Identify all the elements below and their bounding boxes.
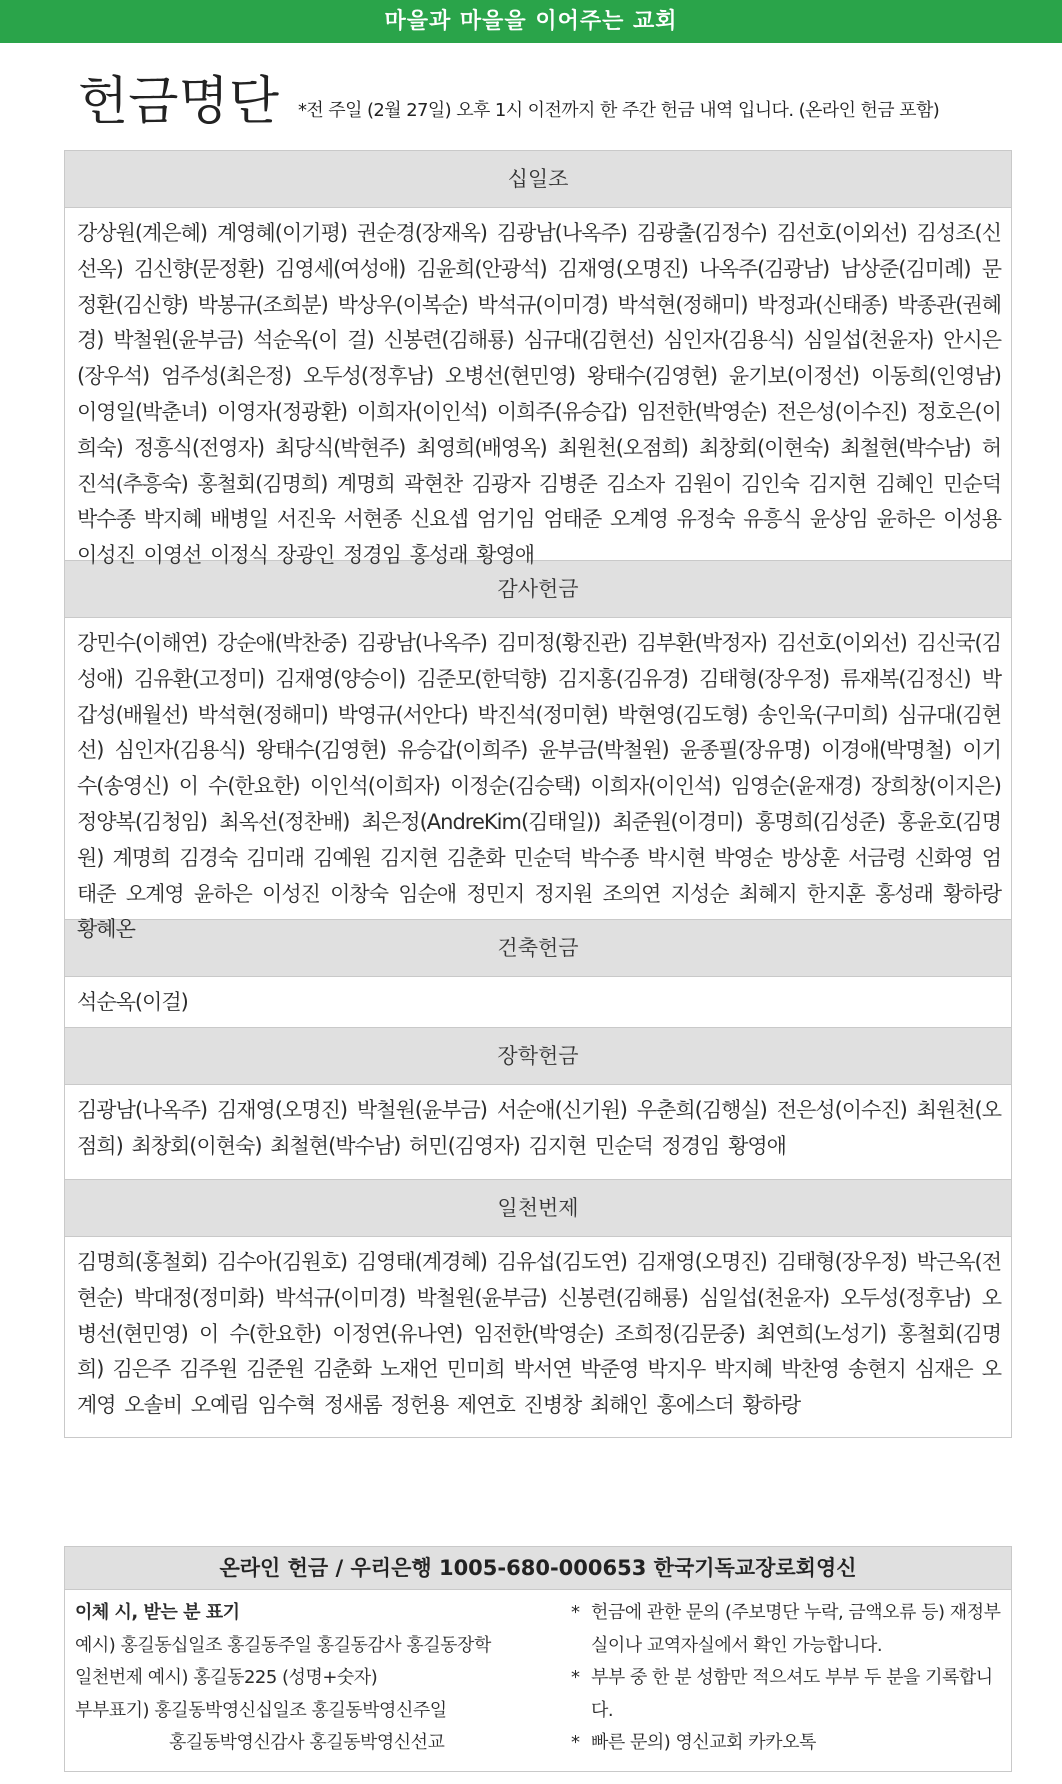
top-banner: 마을과 마을을 이어주는 교회 [0, 0, 1062, 43]
section-title-scholarship: 장학헌금 [65, 1028, 1011, 1084]
section-title-thousand: 일천번제 [65, 1180, 1011, 1236]
transfer-guide [75, 1597, 565, 1760]
inquiry-notes [571, 1597, 1001, 1760]
section-names-tithe: 강상원(계은혜) 계영혜(이기평) 권순경(장재옥) 김광남(나옥주) 김광출(김정수) 김선호(이외선) 김성조(신선옥) 김신향(문정환) 김영세(여성애) 김윤희(안광석) 김재영(오명진) 나옥주(김광남) 남상준(김미례) 문정환(김신향) 박봉규(조희분) 박상우(이복순) 박석규(이미경) 박석현(정해미) 박정과(신태종) 박종관(권혜경) 박철원(윤부금) 석순옥(이 걸) 신봉련(김해룡) 심규대(김현선) 심인자(김용식) 심일섭(천윤자) 안시은(장우석) 엄주성(최은정) 오두성(정후남) 오병선(현민영) 왕태수(김영현) 윤기보(이정선) 이동희(인영남) 이영일(박춘녀) 이영자(정광환) 이희자(이인석) 이희주(유승갑) 임전한(박영순) 전은성(이수진) 정호은(이희숙) 정흥식(전영자) 최당식(박현주) 최영희(배영옥) 최원천(오점희) 최창회(이현숙) 최철현(박수남) 허진석(추흥숙) 홍철회(김명희) 계명희 곽현찬 김광자 김병준 김소자 김원이 김인숙 김지현 김혜인 민순덕 박수종 박지혜 배병일 서진욱 서현종 신요셉 엄기임 엄태준 오계영 유정숙 유흥식 윤상임 윤하은 이성용 이성진 이영선 이정식 장광인 정경임 홍성래 황영애 [77, 221, 1001, 568]
section-names-scholarship: 김광남(나옥주) 김재영(오명진) 박철원(윤부금) 서순애(신기원) 우춘희(김행실) 전은성(이수진) 최원천(오점희) 최창회(이현숙) 최철현(박수남) 허민(김영자) 김지현 민순덕 정경임 황영애 [77, 1098, 1001, 1158]
section-names-thousand: 김명희(홍철회) 김수아(김원호) 김영태(계경혜) 김유섭(김도연) 김재영(오명진) 김태형(장우정) 박근옥(전현순) 박대정(정미화) 박석규(이미경) 박철원(윤부금) 신봉련(김해룡) 심일섭(천윤자) 오두성(정후남) 오병선(현민영) 이 수(한요한) 이정연(유나연) 임전한(박영순) 조희정(김문중) 최연희(노성기) 홍철회(김명희) 김은주 김주원 김준원 김춘화 노재언 민미희 박서연 박준영 박지우 박지혜 박찬영 송현지 심재은 오계영 오솔비 오예림 임수혁 정새롬 정헌용 제연호 진병창 최해인 홍에스더 황하랑 [77, 1250, 1001, 1418]
page-title: 헌금명단 [78, 72, 279, 132]
transfer-example: 부부표기) 홍길동박영신십일조 홍길동박영신주일 [75, 1699, 447, 1721]
section-title-thanks: 감사헌금 [65, 561, 1011, 617]
note-text: 부부 중 한 분 성함만 적으셔도 부부 두 분을 기록합니다. [591, 1667, 993, 1721]
note-item [571, 1662, 1001, 1727]
online-giving-header: 온라인 헌금 / 우리은행 1005-680-000653 한국기독교장로회영신 [65, 1547, 1011, 1590]
period-note: *전 주일 (2월 27일) 오후 1시 이전까지 한 주간 헌금 내역 입니다. (온라인 헌금 포함) [298, 100, 940, 121]
asterisk-mark: * [571, 1732, 580, 1753]
asterisk-mark: * [571, 1602, 580, 1623]
asterisk-mark: * [571, 1667, 580, 1688]
transfer-guide-title: 이체 시, 받는 분 표기 [75, 1602, 240, 1623]
note-text: 빠른 문의) 영신교회 카카오톡 [591, 1732, 816, 1753]
note-item [571, 1597, 1001, 1662]
section-names-building: 석순옥(이걸) [77, 990, 188, 1014]
section-title-tithe: 십일조 [65, 151, 1011, 207]
transfer-example: 일천번제 예시) 홍길동225 (성명+숫자) [75, 1667, 378, 1688]
section-title-building: 건축헌금 [65, 920, 1011, 976]
note-text: 헌금에 관한 문의 (주보명단 누락, 금액오류 등) 재정부실이나 교역자실에서 확인 가능합니다. [591, 1602, 1001, 1656]
transfer-example: 홍길동박영신감사 홍길동박영신선교 [169, 1732, 445, 1753]
offering-list [64, 150, 1012, 1438]
note-item [571, 1727, 1001, 1760]
section-names-thanks: 강민수(이해연) 강순애(박찬중) 김광남(나옥주) 김미정(황진관) 김부환(박정자) 김선호(이외선) 김신국(김성애) 김유환(고정미) 김재영(양승이) 김준모(한덕향) 김지홍(김유경) 김태형(장우정) 류재복(김정신) 박갑성(배월선) 박석현(정해미) 박영규(서안다) 박진석(정미현) 박현영(김도형) 송인욱(구미희) 심규대(김현선) 심인자(김용식) 왕태수(김영현) 유승갑(이희주) 윤부금(박철원) 윤종필(장유명) 이경애(박명철) 이기수(송영신) 이 수(한요한) 이인석(이희자) 이정순(김승택) 이희자(이인석) 임영순(윤재경) 장희창(이지은) 정양복(김청임) 최옥선(정찬배) 최은정(AndreKim(김태일)) 최준원(이경미) 홍명희(김성준) 홍윤호(김명원) 계명희 김경숙 김미래 김예원 김지현 김춘화 민순덕 박수종 박시현 박영순 방상훈 서금령 신화영 엄태준 오계영 윤하은 이성진 이창숙 임순애 정민지 정지원 조의연 지성순 최혜지 한지훈 홍성래 황하랑 황혜온 [77, 631, 1001, 942]
online-giving-box [64, 1546, 1012, 1772]
transfer-example: 예시) 홍길동십일조 홍길동주일 홍길동감사 홍길동장학 [75, 1634, 491, 1656]
